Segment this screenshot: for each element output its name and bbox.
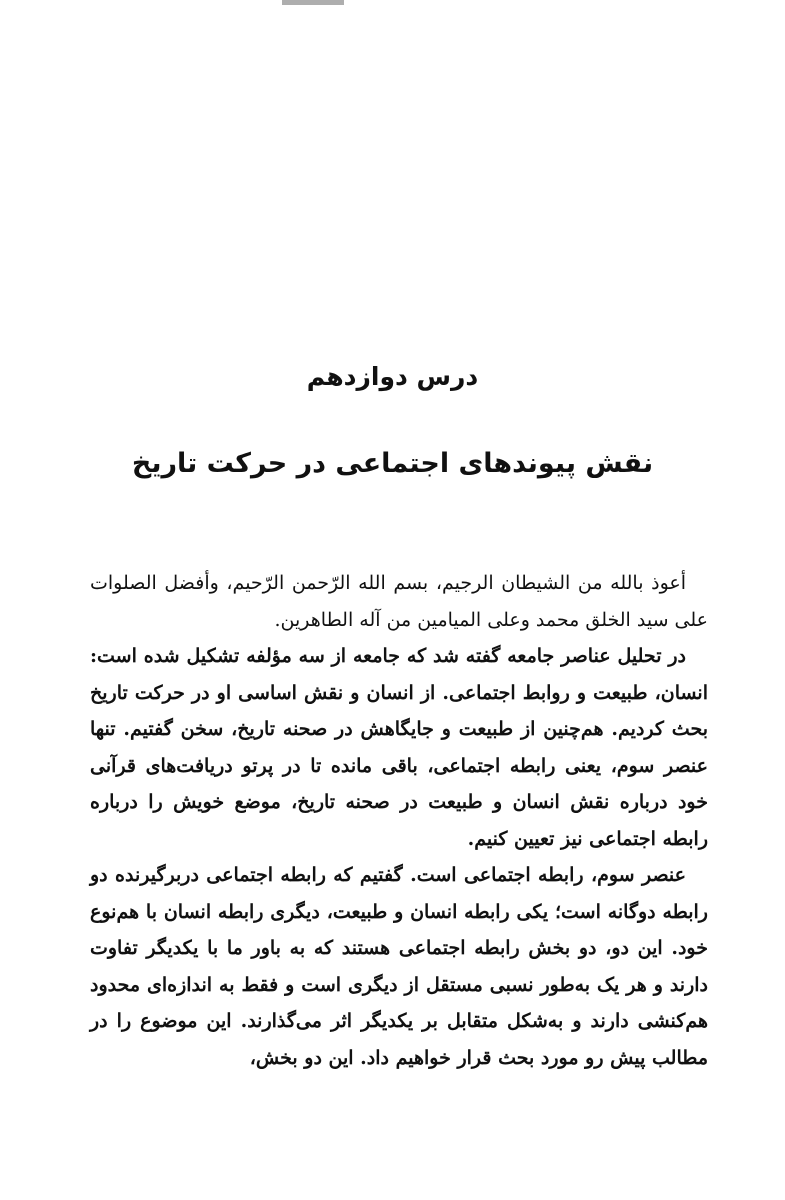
paragraph-society-elements: در تحلیل عناصر جامعه گفته شد که جامعه از سه مؤلفه تشکیل شده است: انسان، طبیعت و روابط اجتماعی. از انسان و نقش اساسی او در حرکت تاریخ بحث کردیم. هم‌چنین از طبیعت و جایگاهش در صحنه تاریخ، سخن گفتیم. تنها عنصر سوم، یعنی رابطه اجتماعی، باقی مانده تا در پرتو دریافت‌های قرآنی خود درباره نقش انسان و طبیعت در صحنه تاریخ، موضع خویش را درباره رابطه اجتماعی نیز تعیین کنیم. bbox=[90, 645, 708, 850]
body-text bbox=[90, 565, 708, 1076]
lesson-number-heading: درس دوازدهم bbox=[306, 362, 479, 391]
page-top-mark bbox=[282, 0, 344, 5]
opening-prayer-paragraph: أعوذ بالله من الشيطان الرجيم، بسم الله الرّحمن الرّحيم، وأفضل الصلوات على سيد الخلق محمد وعلى الميامين من آله الطاهرين. bbox=[90, 572, 708, 631]
paragraph-social-relation: عنصر سوم، رابطه اجتماعی است. گفتیم که رابطه اجتماعی دربرگیرنده دو رابطه دوگانه است؛ یکی رابطه انسان و طبیعت، دیگری رابطه انسان با هم‌نوع خود. این دو، دو بخش رابطه اجتماعی هستند که به باور ما با یکدیگر تفاوت دارند و هر یک به‌طور نسبی مستقل از دیگری است و فقط به اندازه‌ای محدود هم‌کنشی دارند و به‌شکل متقابل بر یکدیگر اثر می‌گذارند. این موضوع را در مطالب پیش رو مورد بحث قرار خواهیم داد. این دو بخش، bbox=[90, 864, 708, 1069]
lesson-title-heading: نقش پیوندهای اجتماعی در حرکت تاریخ bbox=[131, 448, 654, 479]
